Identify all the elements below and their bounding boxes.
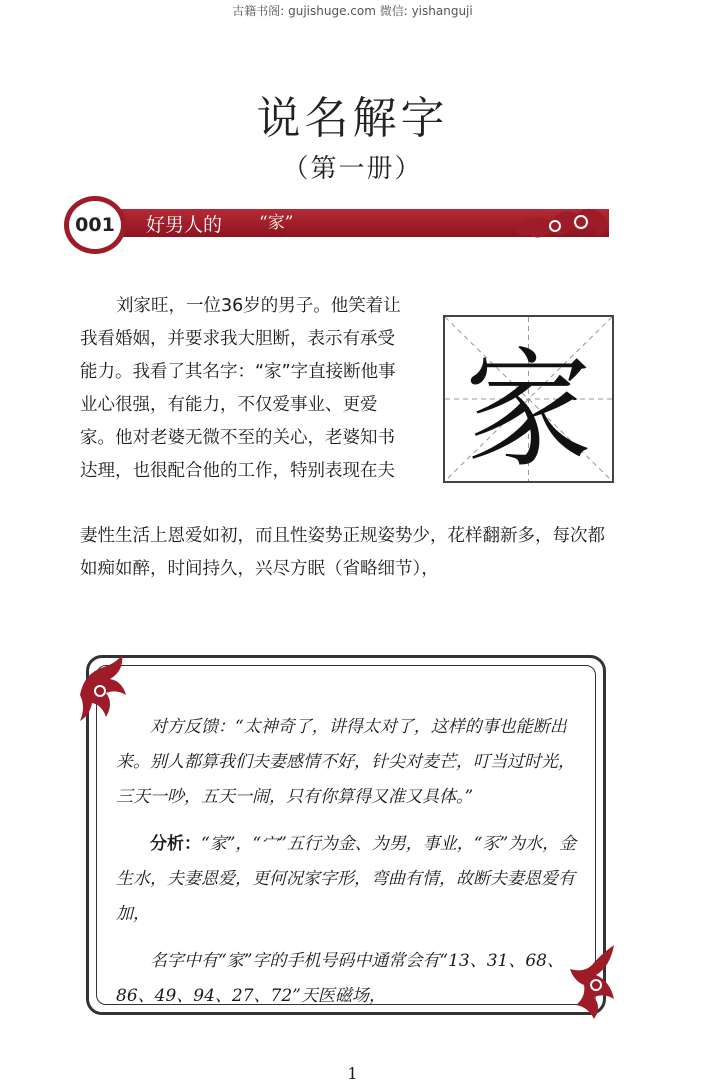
- analysis-label: 分析：: [150, 834, 201, 854]
- chapter-number: 001: [75, 214, 115, 236]
- page-title: 说名解字: [256, 93, 449, 144]
- chapter-number-badge: [64, 196, 126, 254]
- chapter-heading: 好男人的: [146, 214, 223, 236]
- chapter-banner: [64, 196, 609, 256]
- frame-content: [116, 710, 581, 1026]
- featured-character: 家: [464, 336, 593, 485]
- analysis-text: “家”，“宀”五行为金、为男，事业，“豕”为水，金生水，夫妻恩爱，更何况家字形，弯曲有情，故断夫妻恩爱有加，: [116, 834, 577, 924]
- cloud-ornament-icon: [511, 200, 611, 248]
- page-subtitle: （第一册）: [282, 154, 423, 184]
- page-number: 1: [347, 1064, 358, 1083]
- phone-note-paragraph: 名字中有“家”字的手机号码中通常会有“13、31、68、86、49、94、27、72”天医磁场，: [116, 951, 564, 1006]
- character-grid-box: [443, 315, 614, 483]
- body-paragraph-2: 妻性生活上恩爱如初，而且性姿势正规姿势少，花样翻新多，每次都如痴如醉，时间持久，兴尽方眠（省略细节），: [80, 526, 605, 579]
- analysis-paragraph: [116, 827, 581, 932]
- feedback-paragraph: 对方反馈：“太神奇了，讲得太对了，这样的事也能断出来。别人都算我们夫妻感情不好，针尖对麦芒，叮当过时光，三天一吵，五天一闹，只有你算得又准又具体。”: [116, 717, 575, 807]
- analysis-frame: [86, 655, 606, 1015]
- watermark: 古籍书阁: gujishuge.com 微信: yishanguji: [232, 4, 473, 18]
- body-paragraph-1: 刘家旺，一位36岁的男子。他笑着让我看婚姻，并要求我大胆断，表示有承受能力。我看了其名字：“家”字直接断他事业心很强，有能力，不仅爱事业、更爱家。他对老婆无微不至的关心，老婆知书达理，也很配合他的工作，特别表现在夫: [80, 296, 401, 481]
- chapter-quoted-char: “家”: [259, 213, 294, 233]
